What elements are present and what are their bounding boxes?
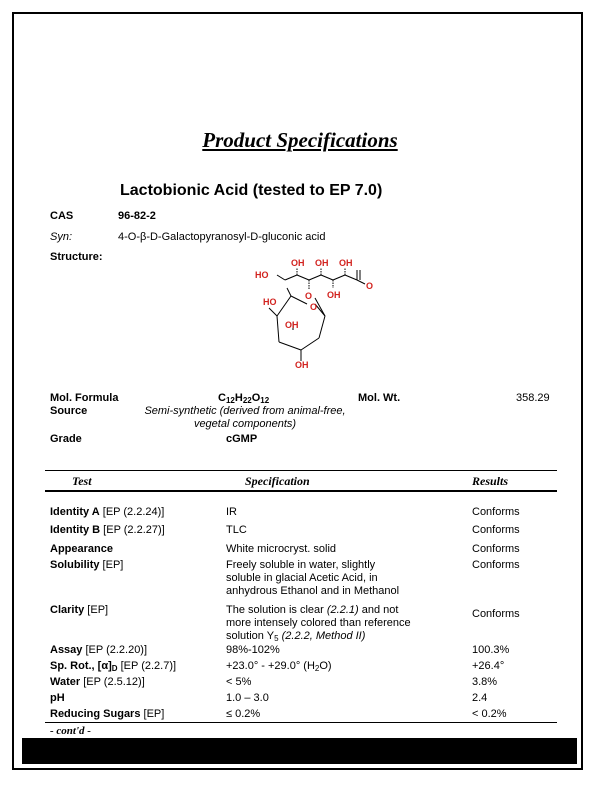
test-method: [EP (2.5.12)] (80, 676, 145, 688)
structure-oh-2: OH (315, 258, 329, 268)
test-name: Appearance (50, 543, 113, 555)
page-title: Product Specifications (202, 128, 398, 152)
test-name: Sp. Rot., $[\alpha]_D$ (50, 660, 118, 673)
structure-label: Structure: (50, 251, 103, 263)
grade-value: cGMP (226, 433, 258, 445)
spec-value: 98%-102% (226, 644, 280, 656)
test-name: Reducing Sugars (50, 708, 141, 720)
structure-oh-5: OH (327, 290, 341, 300)
result-value: Conforms (472, 559, 520, 571)
spec-value: < 5% (226, 676, 252, 688)
result-value: 100.3% (472, 644, 510, 656)
spec-line: Freely soluble in water, slightly (226, 559, 376, 571)
structure-ho-1: HO (255, 270, 269, 280)
mol-formula-value: $C_{12}H_{22}O_{12}$ (218, 392, 270, 405)
test-method: [EP (2.2.27)] (100, 524, 165, 536)
test-name: pH (50, 692, 65, 704)
test-method: [EP (2.2.20)] (82, 644, 148, 656)
test-name: Identity B (50, 524, 101, 536)
result-value: < 0.2% (472, 708, 507, 720)
mol-wt-label: Mol. Wt. (358, 392, 401, 404)
cas-value: 96-82-2 (118, 210, 156, 222)
result-value: Conforms (472, 543, 520, 555)
structure-oh-6: OH (295, 360, 309, 368)
grade-label: Grade (50, 433, 82, 445)
spec-value: 1.0 – 3.0 (226, 692, 269, 704)
spec-value: +23.0° - +29.0° $(H_2O)$ (226, 660, 332, 673)
result-value: Conforms (472, 524, 520, 536)
spec-value: ≤ 0.2% (226, 708, 261, 720)
spec-line: anhydrous Ethanol and in Methanol (226, 585, 400, 597)
table-top-rule (45, 470, 557, 471)
test-name: Identity A (50, 506, 100, 518)
footer-black-bar (22, 738, 577, 764)
test-method: [EP (2.2.24)] (99, 506, 165, 518)
structure-o-ring: O (310, 302, 318, 312)
test-name: Assay (50, 644, 83, 656)
mol-wt-value: 358.29 (516, 392, 550, 404)
structure-ho-2: HO (263, 297, 277, 307)
test-method: [EP (2.2.7)] (117, 660, 177, 672)
spec-value: IR (226, 506, 237, 518)
mol-formula-label: Mol. Formula (50, 392, 119, 404)
test-method: [EP] (140, 708, 165, 720)
test-method: [EP] (99, 559, 124, 571)
source-value-line-1: Semi-synthetic (derived from animal-free, (144, 405, 346, 417)
source-value-line-2: vegetal components) (193, 418, 297, 430)
source-label: Source (50, 405, 88, 417)
spec-value: White microcryst. solid (226, 543, 337, 555)
spec-line: solution $Y_5$ (2.2.2, Method II) (226, 630, 366, 643)
result-value: Conforms (472, 506, 520, 518)
spec-line: more intensely colored than reference (226, 617, 411, 629)
result-value: 2.4 (472, 692, 488, 704)
structure-oh-3: OH (339, 258, 353, 268)
result-value: +26.4° (472, 660, 505, 672)
cas-label: CAS (50, 210, 74, 222)
header-results: Results (472, 474, 509, 488)
syn-label: Syn: (50, 231, 73, 243)
test-name: Clarity (50, 604, 85, 616)
spec-line: The solution is clear (2.2.1) and not (226, 604, 399, 616)
chemical-structure (255, 258, 380, 368)
structure-o-link: O (305, 291, 313, 301)
page-border (12, 12, 583, 770)
result-value: Conforms (472, 608, 520, 620)
structure-oh-1: OH (291, 258, 305, 268)
header-specification: Specification (245, 474, 310, 488)
structure-o-carbonyl: O (366, 281, 374, 291)
continued-note: - cont'd - (50, 725, 91, 737)
table-bottom-rule (45, 722, 557, 723)
header-test: Test (72, 474, 92, 488)
product-name: Lactobionic Acid (tested to EP 7.0) (120, 182, 383, 199)
result-value: 3.8% (472, 676, 498, 688)
spec-value: TLC (226, 524, 247, 536)
test-name: Solubility (50, 559, 100, 571)
test-name: Water (50, 676, 81, 688)
syn-value: 4-O-β-D-Galactopyranosyl-D-gluconic acid (118, 231, 326, 243)
test-method: [EP] (84, 604, 109, 616)
spec-line: soluble in glacial Acetic Acid, in (226, 572, 378, 584)
structure-oh-4: OH (285, 320, 299, 330)
table-header-rule (45, 490, 557, 492)
